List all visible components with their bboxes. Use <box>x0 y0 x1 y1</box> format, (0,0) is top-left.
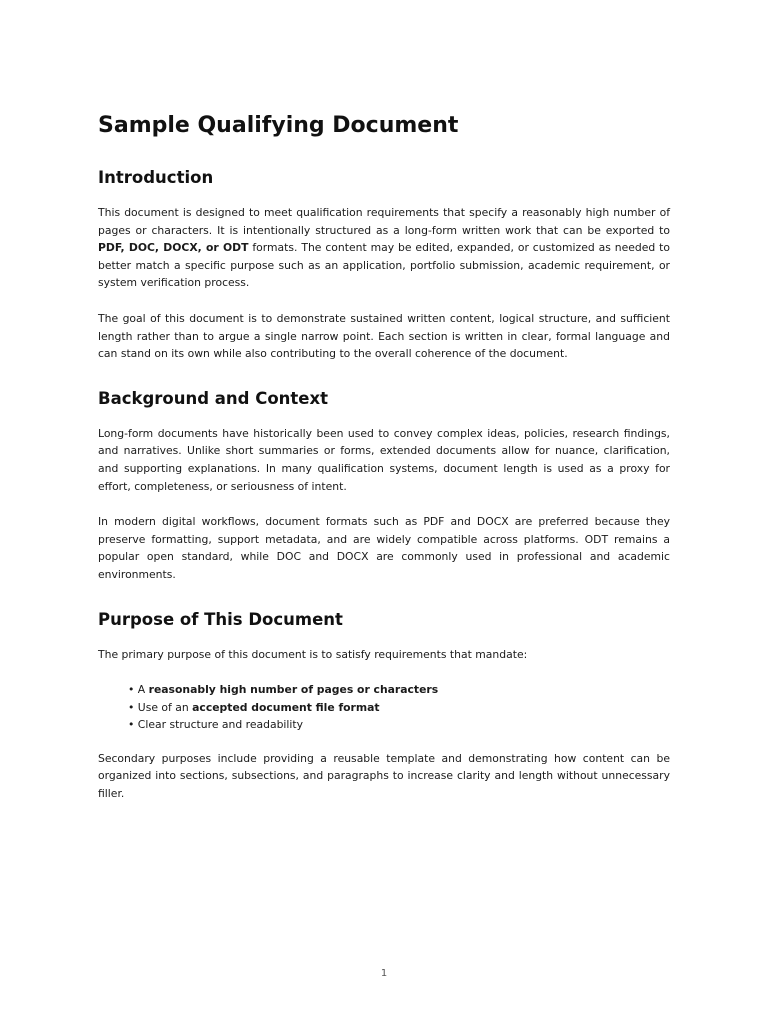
bullet-item <box>128 716 670 734</box>
bullet-item <box>128 681 670 699</box>
section-introduction <box>98 166 670 363</box>
bullet-item-prefix: • Use of an <box>128 700 193 714</box>
document-title: Sample Qualifying Document <box>98 113 459 138</box>
intro-paragraph-1-text-a: This document is designed to meet qualification requirements that specify a reasonably high number of pages or characters. It is intentionally structured as a long-form written work that can be exported to <box>98 206 670 237</box>
intro-paragraph-1-text-b: formats. The content may be edited, expanded, or customized as needed to better match a specific purpose such as an application, portfolio submission, academic requirement, or system verification process. <box>98 241 670 290</box>
background-paragraph-2: In modern digital workflows, document formats such as PDF and DOCX are preferred because they preserve formatting, support metadata, and are widely compatible across platforms. ODT remains a popular open standard, while DOC and DOCX are commonly used in professional and academic environments. <box>98 515 670 581</box>
section-purpose <box>98 608 670 803</box>
purpose-paragraph-2: Secondary purposes include providing a reusable template and demonstrating how content can be organized into sections, subsections, and paragraphs to increase clarity and length without unnecessary filler. <box>98 751 670 801</box>
section-heading-background: Background and Context <box>98 388 329 408</box>
purpose-bullet-list <box>98 681 670 734</box>
intro-paragraph-2: The goal of this document is to demonstrate sustained written content, logical structure, and sufficient length rather than to argue a single narrow point. Each section is written in clear, formal language and can stand on its own while also contributing to the overall coherence of the document. <box>98 311 670 361</box>
section-background <box>98 387 670 584</box>
bullet-item-bold: reasonably high number of pages or characters <box>148 683 439 697</box>
page-number: 1 <box>380 968 388 979</box>
bullet-item <box>128 699 670 717</box>
purpose-lead-paragraph: The primary purpose of this document is to satisfy requirements that mandate: <box>98 647 528 661</box>
bullet-item-bold: accepted document file format <box>192 700 380 714</box>
bullet-item-prefix: • A <box>128 683 149 697</box>
section-heading-purpose: Purpose of This Document <box>98 609 343 629</box>
section-heading-introduction: Introduction <box>98 168 214 187</box>
intro-paragraph-1-formats: PDF, DOC, DOCX, or ODT <box>98 241 249 255</box>
background-paragraph-1: Long-form documents have historically been used to convey complex ideas, policies, research findings, and narratives. Unlike short summaries or forms, extended documents allow for nuance, clarification, and supporting explanations. In many qualification systems, document length is used as a proxy for effort, completeness, or seriousness of intent. <box>98 426 670 493</box>
bullet-item-prefix: • Clear structure and readability <box>128 718 304 732</box>
intro-paragraph-1 <box>98 204 670 292</box>
